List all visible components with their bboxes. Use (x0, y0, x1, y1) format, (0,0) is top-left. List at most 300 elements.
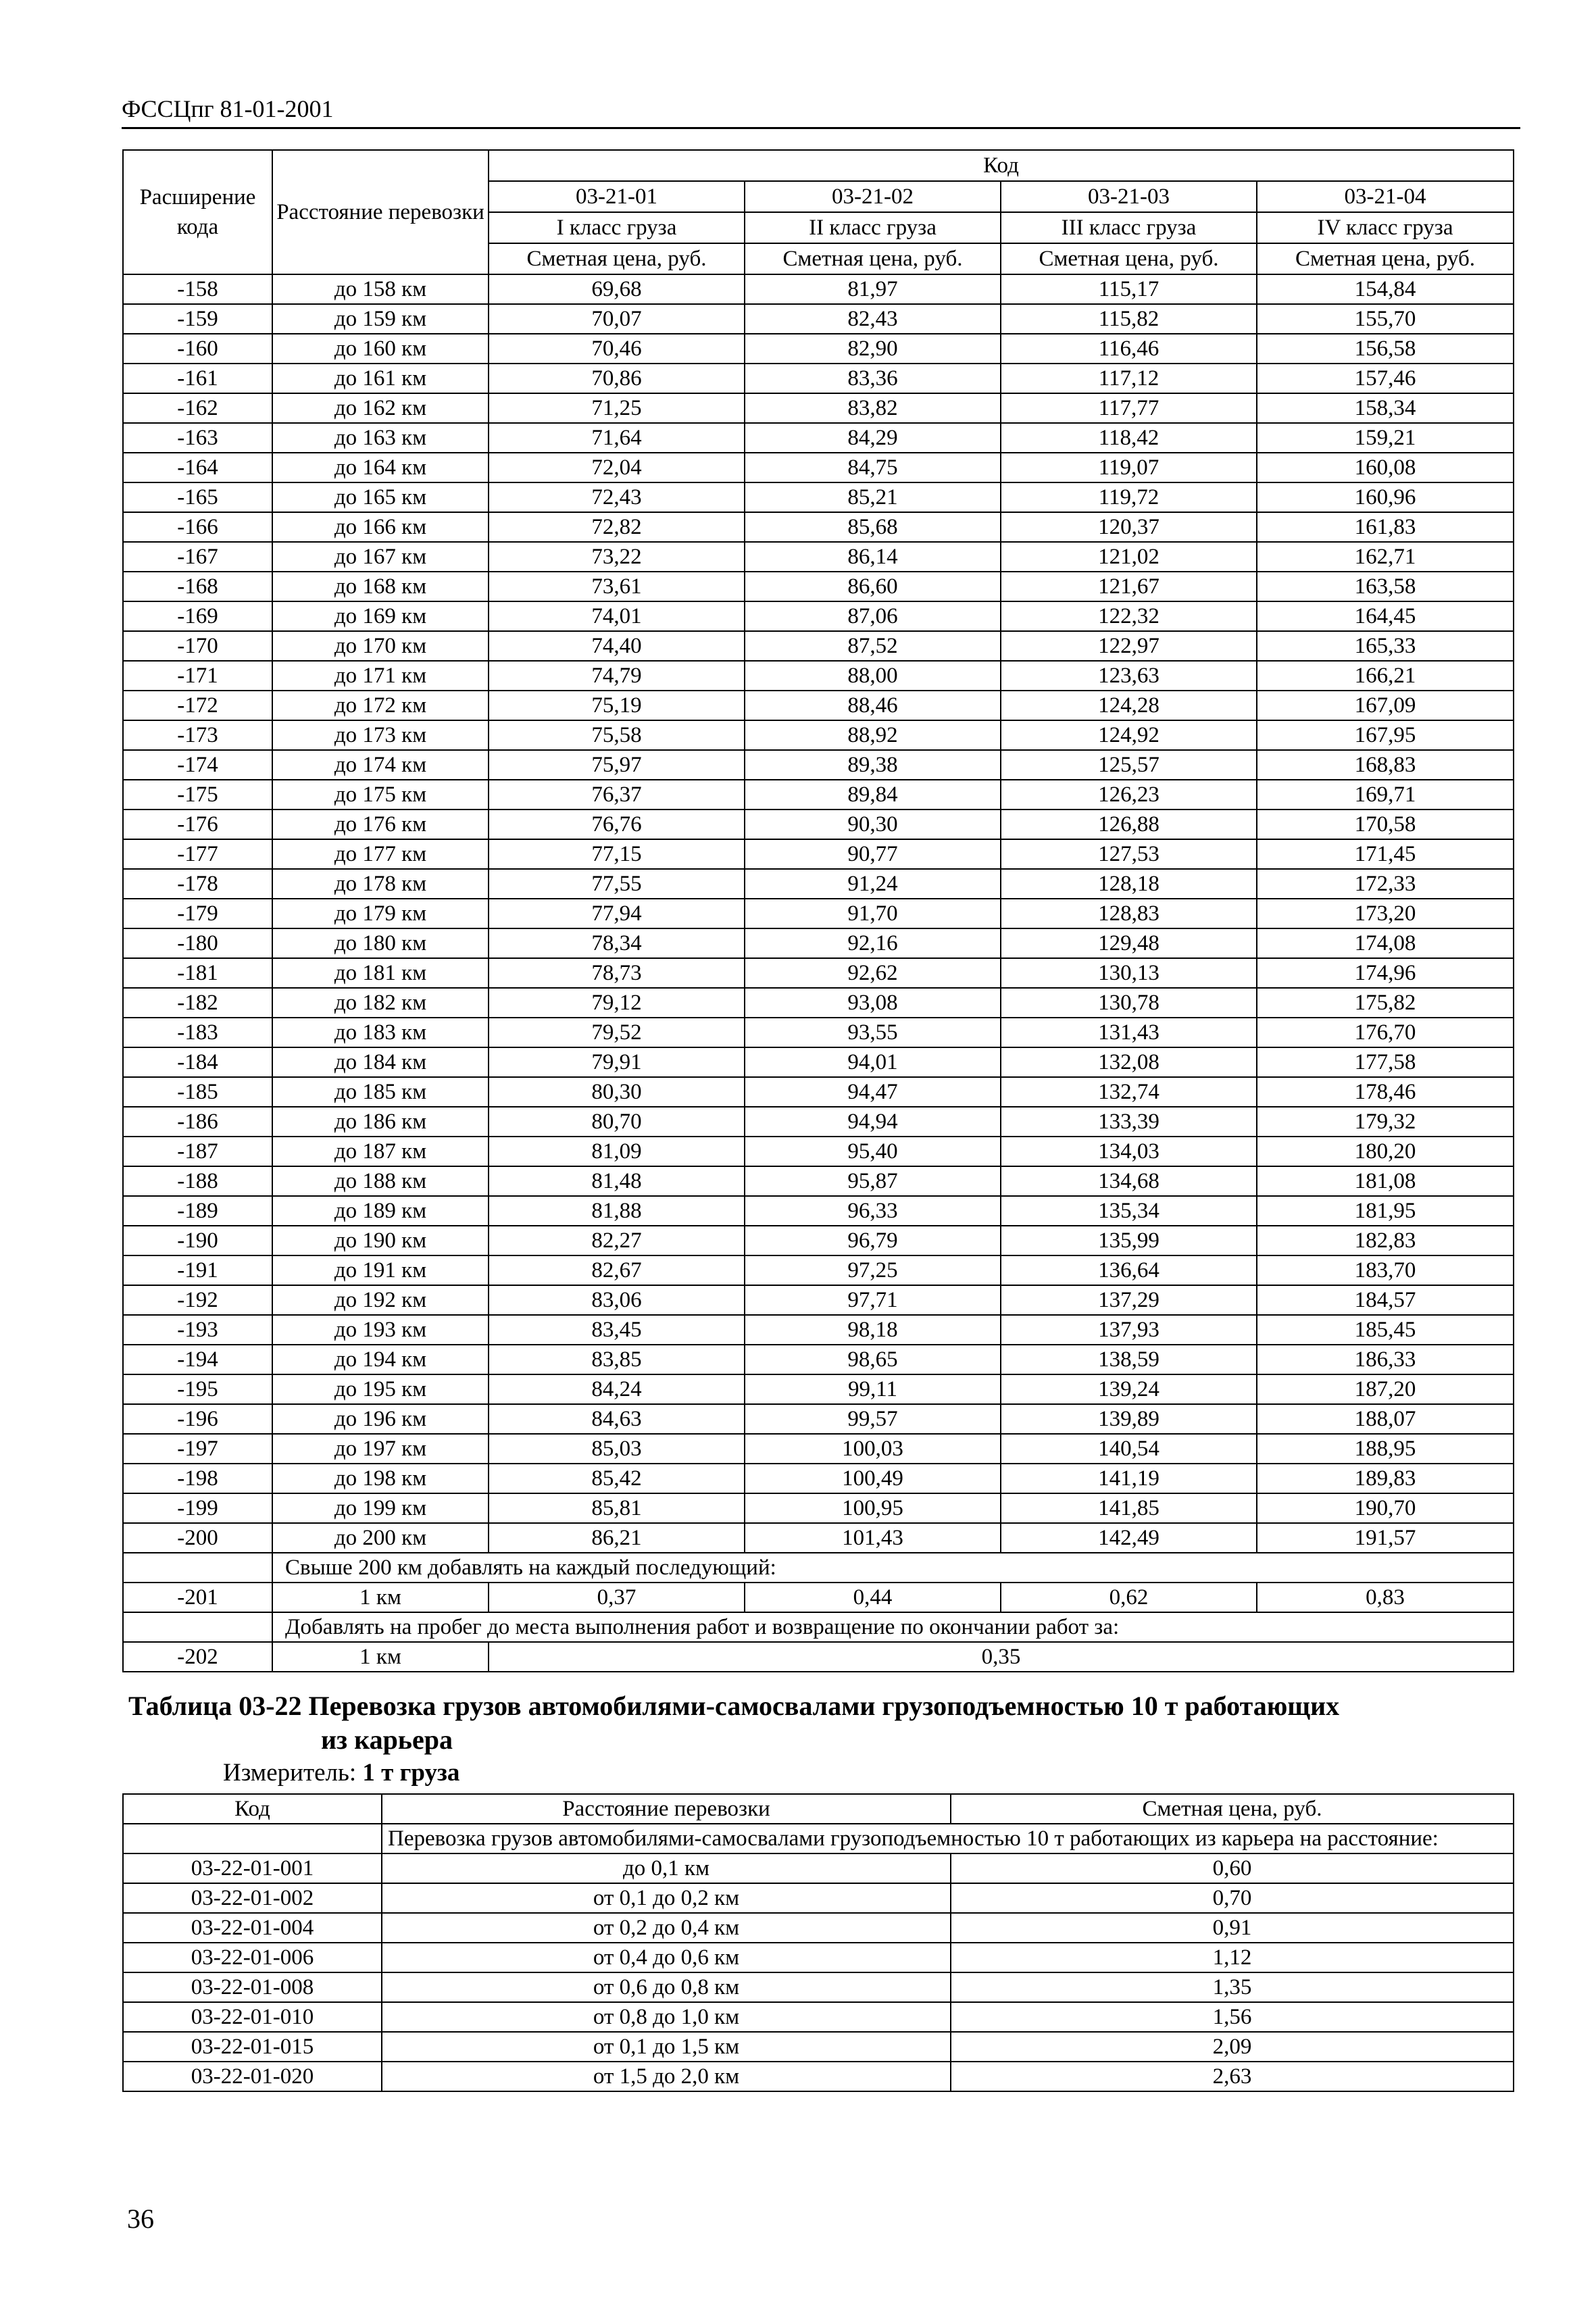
table-row (123, 1943, 1514, 1972)
price-cell: 81,48 (489, 1166, 745, 1196)
price-cell: 94,47 (745, 1077, 1001, 1107)
extension-cell: -193 (123, 1315, 272, 1345)
extension-cell: -174 (123, 750, 272, 780)
price-cell: 167,09 (1257, 691, 1514, 720)
column-price-label: Сметная цена, руб. (489, 243, 745, 274)
table-row (123, 482, 1514, 512)
distance-cell: до 171 км (272, 661, 489, 691)
price-cell: 75,19 (489, 691, 745, 720)
distance-cell: до 170 км (272, 631, 489, 661)
header-row (123, 1794, 1514, 1824)
price-cell: 98,18 (745, 1315, 1001, 1345)
table-row (123, 780, 1514, 810)
price-cell: 120,37 (1001, 512, 1257, 542)
price-cell: 82,43 (745, 304, 1001, 334)
extension-cell: -182 (123, 988, 272, 1018)
table-row (123, 1018, 1514, 1047)
price-cell: 95,40 (745, 1137, 1001, 1166)
page-header (122, 95, 1520, 129)
price-cell: 78,73 (489, 958, 745, 988)
distance-cell: до 188 км (272, 1166, 489, 1196)
table-row (123, 928, 1514, 958)
table-row (123, 2062, 1514, 2091)
price-cell: 128,18 (1001, 869, 1257, 899)
table-row (123, 572, 1514, 601)
price-cell: 191,57 (1257, 1523, 1514, 1553)
table-title-line1: Таблица 03-22 Перевозка грузов автомобилями-самосвалами грузоподъемностью 10 т работающих (128, 1691, 1340, 1721)
price-cell: 74,40 (489, 631, 745, 661)
distance-cell: от 0,8 до 1,0 км (382, 2002, 951, 2032)
price-cell: 163,58 (1257, 572, 1514, 601)
extension-cell: -167 (123, 542, 272, 572)
extension-cell: -186 (123, 1107, 272, 1137)
table-row (123, 839, 1514, 869)
price-cell: 0,44 (745, 1583, 1001, 1612)
table-row (123, 1493, 1514, 1523)
price-cell: 117,12 (1001, 364, 1257, 393)
price-cell: 160,96 (1257, 482, 1514, 512)
price-cell: 96,79 (745, 1226, 1001, 1255)
unit-of-measure (223, 1758, 459, 1787)
price-cell: 165,33 (1257, 631, 1514, 661)
column-header-price: Сметная цена, руб. (951, 1794, 1514, 1824)
price-cell: 130,13 (1001, 958, 1257, 988)
price-cell: 179,32 (1257, 1107, 1514, 1137)
price-cell: 181,08 (1257, 1166, 1514, 1196)
column-header-code-group: Код (489, 150, 1514, 181)
price-cell: 187,20 (1257, 1374, 1514, 1404)
note-row (123, 1553, 1514, 1583)
price-cell: 132,08 (1001, 1047, 1257, 1077)
document-code: ФССЦпг 81-01-2001 (122, 95, 334, 122)
table-row (123, 2002, 1514, 2032)
price-cell: 182,83 (1257, 1226, 1514, 1255)
price-cell: 119,07 (1001, 453, 1257, 482)
extension-cell: -161 (123, 364, 272, 393)
price-cell: 161,83 (1257, 512, 1514, 542)
measure-value: 1 т груза (362, 1759, 460, 1787)
price-cell: 82,27 (489, 1226, 745, 1255)
empty-cell (123, 1612, 272, 1642)
price-cell: 176,70 (1257, 1018, 1514, 1047)
distance-cell: до 176 км (272, 810, 489, 839)
distance-cell: до 194 км (272, 1345, 489, 1374)
price-cell: 73,61 (489, 572, 745, 601)
column-price-label: Сметная цена, руб. (1257, 243, 1514, 274)
price-cell: 99,11 (745, 1374, 1001, 1404)
price-cell: 119,72 (1001, 482, 1257, 512)
price-cell: 1,35 (951, 1972, 1514, 2002)
distance-cell: до 191 км (272, 1255, 489, 1285)
price-cell: 81,88 (489, 1196, 745, 1226)
extension-cell: -183 (123, 1018, 272, 1047)
extension-cell: -184 (123, 1047, 272, 1077)
distance-cell: от 0,2 до 0,4 км (382, 1913, 951, 1943)
price-cell: 88,92 (745, 720, 1001, 750)
extension-cell: -169 (123, 601, 272, 631)
column-header-code: Код (123, 1794, 382, 1824)
distance-cell: 1 км (272, 1583, 489, 1612)
extension-cell: -181 (123, 958, 272, 988)
code-cell: 03-22-01-001 (123, 1853, 382, 1883)
distance-cell: до 187 км (272, 1137, 489, 1166)
price-cell: 180,20 (1257, 1137, 1514, 1166)
price-cell: 86,14 (745, 542, 1001, 572)
table-row (123, 720, 1514, 750)
table-row (123, 1285, 1514, 1315)
price-cell: 75,97 (489, 750, 745, 780)
distance-cell: от 0,1 до 1,5 км (382, 2032, 951, 2062)
extension-cell: -171 (123, 661, 272, 691)
extension-cell: -200 (123, 1523, 272, 1553)
distance-cell: до 196 км (272, 1404, 489, 1434)
distance-cell: до 165 км (272, 482, 489, 512)
distance-cell: до 164 км (272, 453, 489, 482)
column-code: 03-21-04 (1257, 181, 1514, 212)
distance-cell: до 197 км (272, 1434, 489, 1464)
empty-cell (123, 1553, 272, 1583)
price-cell: 100,49 (745, 1464, 1001, 1493)
price-cell: 90,30 (745, 810, 1001, 839)
distance-cell: до 181 км (272, 958, 489, 988)
price-cell: 174,96 (1257, 958, 1514, 988)
price-cell: 74,79 (489, 661, 745, 691)
price-cell: 0,91 (951, 1913, 1514, 1943)
description-row (123, 1824, 1514, 1853)
price-cell: 94,01 (745, 1047, 1001, 1077)
price-cell: 77,94 (489, 899, 745, 928)
table-row (123, 334, 1514, 364)
price-cell: 170,58 (1257, 810, 1514, 839)
measure-label: Измеритель: (223, 1759, 357, 1787)
price-cell: 137,29 (1001, 1285, 1257, 1315)
price-cell: 96,33 (745, 1196, 1001, 1226)
price-cell: 83,85 (489, 1345, 745, 1374)
price-cell: 99,57 (745, 1404, 1001, 1434)
table-row (123, 631, 1514, 661)
distance-cell: до 174 км (272, 750, 489, 780)
table-row (123, 899, 1514, 928)
table-row (123, 364, 1514, 393)
distance-cell: до 183 км (272, 1018, 489, 1047)
price-cell: 125,57 (1001, 750, 1257, 780)
price-table-body (123, 1824, 1514, 2091)
price-cell: 173,20 (1257, 899, 1514, 928)
distance-cell: от 0,1 до 0,2 км (382, 1883, 951, 1913)
distance-cell: до 190 км (272, 1226, 489, 1255)
distance-cell: до 184 км (272, 1047, 489, 1077)
price-cell: 82,67 (489, 1255, 745, 1285)
price-cell: 122,32 (1001, 601, 1257, 631)
extension-cell: -185 (123, 1077, 272, 1107)
table-title (128, 1689, 1480, 1757)
price-cell: 73,22 (489, 542, 745, 572)
extension-cell: -163 (123, 423, 272, 453)
price-cell: 79,91 (489, 1047, 745, 1077)
price-cell: 86,21 (489, 1523, 745, 1553)
price-cell: 129,48 (1001, 928, 1257, 958)
price-cell: 76,37 (489, 780, 745, 810)
price-cell: 175,82 (1257, 988, 1514, 1018)
price-cell: 190,70 (1257, 1493, 1514, 1523)
note-extra-run: Добавлять на пробег до места выполнения работ и возвращение по окончании работ за: (272, 1612, 1514, 1642)
table-row (123, 661, 1514, 691)
table-row (123, 2032, 1514, 2062)
price-cell: 87,06 (745, 601, 1001, 631)
price-cell: 100,95 (745, 1493, 1001, 1523)
price-cell: 162,71 (1257, 542, 1514, 572)
extension-cell: -178 (123, 869, 272, 899)
column-cargo-class: II класс груза (745, 212, 1001, 243)
price-cell: 74,01 (489, 601, 745, 631)
table-row (123, 1434, 1514, 1464)
table-row (123, 1464, 1514, 1493)
price-cell: 174,08 (1257, 928, 1514, 958)
extension-cell: -175 (123, 780, 272, 810)
price-cell: 82,90 (745, 334, 1001, 364)
code-cell: 03-22-01-020 (123, 2062, 382, 2091)
column-cargo-class: III класс груза (1001, 212, 1257, 243)
table-row (123, 1972, 1514, 2002)
extension-cell: -177 (123, 839, 272, 869)
price-cell: 184,57 (1257, 1285, 1514, 1315)
price-cell: 123,63 (1001, 661, 1257, 691)
price-cell: 89,84 (745, 780, 1001, 810)
extension-cell: -173 (123, 720, 272, 750)
price-table-body (123, 274, 1514, 1553)
price-cell: 85,03 (489, 1434, 745, 1464)
price-cell: 164,45 (1257, 601, 1514, 631)
price-cell: 2,63 (951, 2062, 1514, 2091)
price-cell: 87,52 (745, 631, 1001, 661)
price-cell: 84,24 (489, 1374, 745, 1404)
extension-cell: -172 (123, 691, 272, 720)
price-cell: 117,77 (1001, 393, 1257, 423)
price-cell: 0,83 (1257, 1583, 1514, 1612)
price-cell: 79,52 (489, 1018, 745, 1047)
table-row (123, 304, 1514, 334)
price-cell: 84,63 (489, 1404, 745, 1434)
header-row-code (123, 150, 1514, 181)
table-row (123, 1166, 1514, 1196)
price-cell: 78,34 (489, 928, 745, 958)
distance-cell: до 168 км (272, 572, 489, 601)
price-cell: 0,37 (489, 1583, 745, 1612)
price-cell: 132,74 (1001, 1077, 1257, 1107)
table-row (123, 988, 1514, 1018)
price-cell: 142,49 (1001, 1523, 1257, 1553)
price-cell: 155,70 (1257, 304, 1514, 334)
extension-cell: -191 (123, 1255, 272, 1285)
table-row (123, 869, 1514, 899)
price-cell: 91,70 (745, 899, 1001, 928)
price-table-extras (123, 1553, 1514, 1672)
code-cell: 03-22-01-008 (123, 1972, 382, 2002)
table-row (123, 1255, 1514, 1285)
table-row (123, 691, 1514, 720)
price-cell: 79,12 (489, 988, 745, 1018)
price-cell: 83,36 (745, 364, 1001, 393)
price-cell: 116,46 (1001, 334, 1257, 364)
distance-cell: от 0,6 до 0,8 км (382, 1972, 951, 2002)
table-title-line2: из карьера (321, 1724, 453, 1755)
price-cell: 157,46 (1257, 364, 1514, 393)
extension-cell: -192 (123, 1285, 272, 1315)
extension-cell: -159 (123, 304, 272, 334)
price-cell: 70,07 (489, 304, 745, 334)
page-number: 36 (127, 2204, 154, 2234)
price-cell: 167,95 (1257, 720, 1514, 750)
distance-cell: до 160 км (272, 334, 489, 364)
distance-cell: до 182 км (272, 988, 489, 1018)
code-cell: 03-22-01-006 (123, 1943, 382, 1972)
price-cell: 133,39 (1001, 1107, 1257, 1137)
table-row (123, 1047, 1514, 1077)
price-cell: 84,75 (745, 453, 1001, 482)
price-cell: 126,88 (1001, 810, 1257, 839)
distance-cell: до 0,1 км (382, 1853, 951, 1883)
price-cell: 122,97 (1001, 631, 1257, 661)
distance-cell: до 175 км (272, 780, 489, 810)
price-cell: 94,94 (745, 1107, 1001, 1137)
distance-cell: до 163 км (272, 423, 489, 453)
price-cell: 89,38 (745, 750, 1001, 780)
price-cell: 188,07 (1257, 1404, 1514, 1434)
column-code: 03-21-03 (1001, 181, 1257, 212)
table-row (123, 810, 1514, 839)
distance-cell: до 192 км (272, 1285, 489, 1315)
price-cell: 83,06 (489, 1285, 745, 1315)
price-cell: 124,92 (1001, 720, 1257, 750)
price-cell: 81,97 (745, 274, 1001, 304)
price-cell: 92,16 (745, 928, 1001, 958)
price-cell: 93,55 (745, 1018, 1001, 1047)
price-cell: 128,83 (1001, 899, 1257, 928)
extension-cell: -199 (123, 1493, 272, 1523)
price-cell: 139,24 (1001, 1374, 1257, 1404)
table-row (123, 453, 1514, 482)
price-cell: 83,82 (745, 393, 1001, 423)
column-header-distance: Расстояние перевозки (382, 1794, 951, 1824)
price-cell: 158,34 (1257, 393, 1514, 423)
extension-cell: -201 (123, 1583, 272, 1612)
table-row (123, 393, 1514, 423)
price-cell: 97,71 (745, 1285, 1001, 1315)
price-cell: 1,12 (951, 1943, 1514, 1972)
column-cargo-class: I класс груза (489, 212, 745, 243)
price-cell: 2,09 (951, 2032, 1514, 2062)
extension-cell: -164 (123, 453, 272, 482)
price-cell: 98,65 (745, 1345, 1001, 1374)
column-cargo-class: IV класс груза (1257, 212, 1514, 243)
distance-cell: до 172 км (272, 691, 489, 720)
price-cell: 115,82 (1001, 304, 1257, 334)
extension-cell: -202 (123, 1642, 272, 1672)
extension-cell: -166 (123, 512, 272, 542)
price-cell: 177,58 (1257, 1047, 1514, 1077)
price-cell: 159,21 (1257, 423, 1514, 453)
price-cell: 181,95 (1257, 1196, 1514, 1226)
price-cell: 141,85 (1001, 1493, 1257, 1523)
price-cell: 141,19 (1001, 1464, 1257, 1493)
distance-cell: до 161 км (272, 364, 489, 393)
extension-cell: -196 (123, 1404, 272, 1434)
table-row (123, 1315, 1514, 1345)
price-cell: 115,17 (1001, 274, 1257, 304)
extension-cell: -160 (123, 334, 272, 364)
table-row (123, 1913, 1514, 1943)
price-cell: 169,71 (1257, 780, 1514, 810)
table-row (123, 512, 1514, 542)
distance-cell: до 186 км (272, 1107, 489, 1137)
code-cell: 03-22-01-015 (123, 2032, 382, 2062)
price-cell: 189,83 (1257, 1464, 1514, 1493)
extension-cell: -198 (123, 1464, 272, 1493)
note-over-200: Свыше 200 км добавлять на каждый последующий: (272, 1553, 1514, 1583)
distance-cell: до 173 км (272, 720, 489, 750)
table-row (123, 1404, 1514, 1434)
price-table-03-21 (122, 149, 1514, 1672)
extension-cell: -170 (123, 631, 272, 661)
price-cell: 171,45 (1257, 839, 1514, 869)
price-cell: 70,86 (489, 364, 745, 393)
extension-cell: -168 (123, 572, 272, 601)
price-cell: 156,58 (1257, 334, 1514, 364)
column-header-extension: Расширение кода (123, 150, 272, 274)
price-cell: 140,54 (1001, 1434, 1257, 1464)
price-cell: 118,42 (1001, 423, 1257, 453)
price-cell: 75,58 (489, 720, 745, 750)
price-cell: 130,78 (1001, 988, 1257, 1018)
price-cell: 134,03 (1001, 1137, 1257, 1166)
price-cell: 70,46 (489, 334, 745, 364)
code-cell: 03-22-01-010 (123, 2002, 382, 2032)
table-row (123, 1196, 1514, 1226)
price-cell: 77,55 (489, 869, 745, 899)
distance-cell: до 193 км (272, 1315, 489, 1345)
price-cell: 1,56 (951, 2002, 1514, 2032)
price-cell: 72,04 (489, 453, 745, 482)
table-row (123, 1077, 1514, 1107)
price-cell: 124,28 (1001, 691, 1257, 720)
price-cell: 95,87 (745, 1166, 1001, 1196)
code-cell: 03-22-01-004 (123, 1913, 382, 1943)
price-cell: 183,70 (1257, 1255, 1514, 1285)
extension-cell: -187 (123, 1137, 272, 1166)
distance-cell: до 178 км (272, 869, 489, 899)
price-cell: 72,43 (489, 482, 745, 512)
extension-cell: -158 (123, 274, 272, 304)
distance-cell: от 1,5 до 2,0 км (382, 2062, 951, 2091)
price-cell: 166,21 (1257, 661, 1514, 691)
code-cell: 03-22-01-002 (123, 1883, 382, 1913)
price-cell: 91,24 (745, 869, 1001, 899)
price-cell: 88,46 (745, 691, 1001, 720)
price-cell: 0,70 (951, 1883, 1514, 1913)
price-cell: 160,08 (1257, 453, 1514, 482)
price-cell: 80,70 (489, 1107, 745, 1137)
price-cell: 134,68 (1001, 1166, 1257, 1196)
table-row (123, 1345, 1514, 1374)
price-cell: 136,64 (1001, 1255, 1257, 1285)
extension-cell: -189 (123, 1196, 272, 1226)
table-row (123, 274, 1514, 304)
column-code: 03-21-02 (745, 181, 1001, 212)
extension-cell: -179 (123, 899, 272, 928)
distance-cell: от 0,4 до 0,6 км (382, 1943, 951, 1972)
price-cell: 168,83 (1257, 750, 1514, 780)
price-cell: 126,23 (1001, 780, 1257, 810)
